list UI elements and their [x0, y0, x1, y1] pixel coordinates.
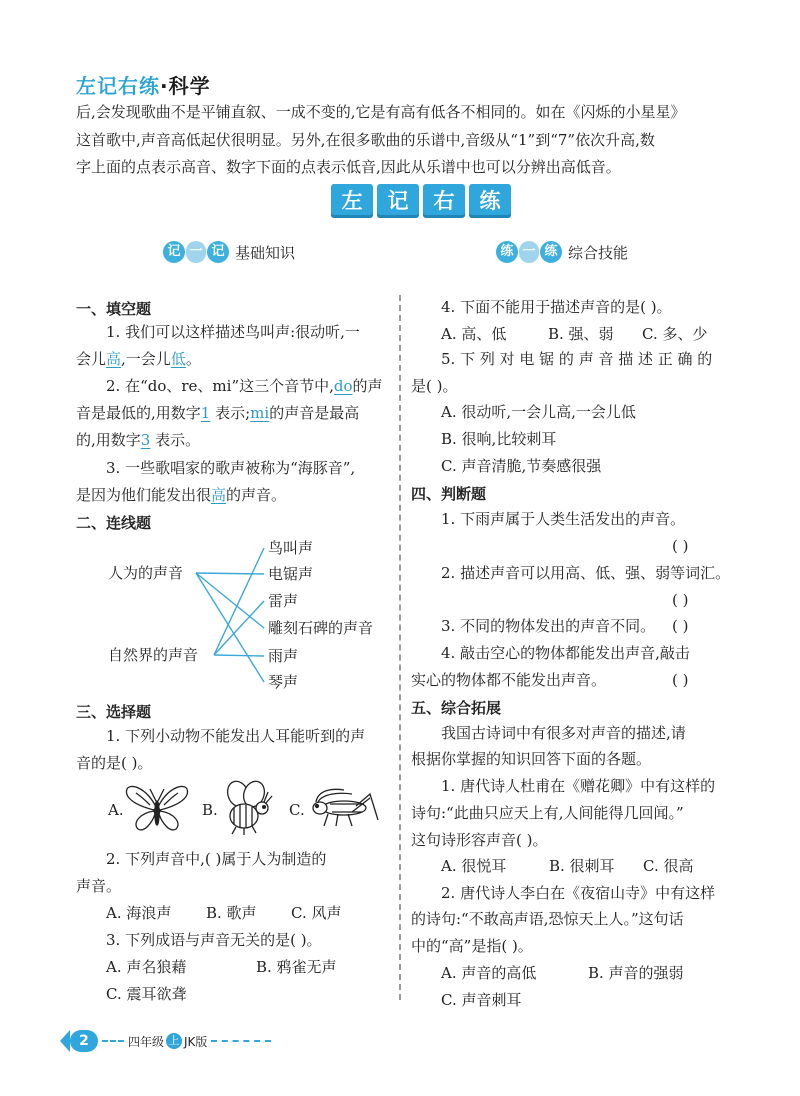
answer-text: 1	[200, 404, 211, 422]
intro-line-1: 后,会发现歌曲不是平铺直叙、一成不变的,它是有高有低各不相同的。如在《闪烁的小星星》	[76, 103, 686, 121]
choice-q5-option-c: C. 声音清脆,节奏感很强	[441, 457, 602, 475]
banner-char: 右	[423, 184, 465, 218]
choice-q4-option-c: C. 多、少	[642, 325, 708, 343]
choice-q2-option-c: C. 风声	[291, 904, 342, 922]
text: 。	[185, 350, 201, 368]
answer-text: do	[333, 377, 353, 395]
ext-q1-option-b: B. 很刺耳	[549, 857, 615, 875]
ext-q1-option-c: C. 很高	[643, 857, 694, 875]
choice-q5-option-b: B. 很响,比较刺耳	[441, 430, 557, 448]
choice-q3-option-c: C. 震耳欲聋	[106, 985, 187, 1003]
heading-choice: 三、选择题	[76, 703, 152, 721]
answer-text: 高	[211, 486, 227, 504]
match-line	[196, 573, 264, 574]
match-right-saw: 电锯声	[268, 565, 314, 583]
match-right-rain: 雨声	[268, 647, 299, 665]
choice-q2-line2: 声音。	[76, 877, 122, 895]
butterfly-icon	[124, 783, 190, 835]
judge-q2-paren[interactable]: ( )	[672, 591, 689, 609]
text: 的声	[352, 377, 383, 395]
bubble-char: 记	[163, 241, 185, 263]
judge-q4-line2: 实心的物体都不能发出声音。	[411, 671, 607, 689]
choice-q4-option-b: B. 强、弱	[548, 325, 614, 343]
grade-label: 四年级	[128, 1034, 165, 1049]
heading-judge: 四、判断题	[411, 485, 487, 503]
ext-q2-line3: 中的“高”是指( )。	[411, 937, 533, 955]
ext-q2-option-b: B. 声音的强弱	[588, 964, 684, 982]
page-footer	[60, 1030, 275, 1052]
match-right-carving: 雕刻石碑的声音	[268, 619, 374, 637]
subheader-label: 综合技能	[568, 243, 629, 262]
judge-q4-line1: 4. 敲击空心的物体都能发出声音,敲击	[441, 644, 690, 662]
match-line	[214, 655, 264, 656]
banner-char: 左	[331, 184, 373, 218]
page-number: 2	[70, 1030, 98, 1052]
ext-intro-line1: 我国古诗词中有很多对声音的描述,请	[441, 724, 686, 742]
bee-icon	[216, 778, 274, 836]
footer-dash	[211, 1040, 271, 1042]
choice-q5-option-a: A. 很动听,一会儿高,一会儿低	[441, 403, 636, 421]
choice-q4-option-a: A. 高、低	[441, 325, 507, 343]
ext-q2-option-a: A. 声音的高低	[441, 964, 537, 982]
match-line	[196, 573, 264, 682]
answer-text: 高	[106, 350, 122, 368]
subheader-label: 基础知识	[235, 243, 296, 262]
text: 的,用数字	[76, 431, 141, 449]
text: 的声音是最高	[269, 404, 360, 422]
choice-q2-option-b: B. 歌声	[206, 904, 257, 922]
ext-q1-option-a: A. 很悦耳	[441, 857, 507, 875]
choice-q1-option-b: B.	[202, 801, 218, 819]
choice-q1-option-c: C.	[289, 801, 305, 819]
text: 表示;	[215, 404, 251, 422]
choice-q1-line1: 1. 下列小动物不能发出人耳能听到的声	[106, 727, 366, 745]
ext-q1-line1: 1. 唐代诗人杜甫在《赠花卿》中有这样的	[441, 777, 716, 795]
text: 2. 在“do、re、mi”这三个音节中,	[106, 377, 334, 395]
ext-intro-line2: 根据你掌握的知识回答下面的各题。	[411, 750, 652, 768]
edition-label: JK版	[184, 1034, 208, 1049]
choice-q3-option-a: A. 声名狼藉	[106, 958, 187, 976]
match-right-bird: 鸟叫声	[268, 539, 314, 557]
fill-q3-line1: 3. 一些歌唱家的歌声被称为“海豚音”,	[106, 459, 356, 477]
match-line	[214, 601, 264, 655]
text: ,一会儿	[121, 350, 171, 368]
judge-q3-paren[interactable]: ( )	[672, 617, 689, 635]
bubble-char: 一	[519, 241, 539, 263]
page-marker-icon	[60, 1030, 70, 1052]
judge-q3: 3. 不同的物体发出的声音不同。	[441, 617, 656, 635]
footer-dash	[102, 1040, 124, 1042]
banner-char: 练	[469, 184, 511, 218]
match-line	[214, 548, 264, 655]
text: 音是最低的,用数字	[76, 404, 201, 422]
choice-q5-line2: 是( )。	[411, 377, 458, 395]
subheader-skills	[496, 241, 628, 263]
text: 是因为他们能发出很	[76, 486, 212, 504]
banner-char: 记	[377, 184, 419, 218]
fill-q1-line1: 1. 我们可以这样描述鸟叫声:很动听,一	[106, 323, 360, 341]
judge-q1-paren[interactable]: ( )	[672, 537, 689, 555]
ext-q1-line2: 诗句:“此曲只应天上有,人间能得几回闻。”	[411, 804, 684, 822]
choice-q4-line1: 4. 下面不能用于描述声音的是( )。	[441, 298, 672, 316]
matching-lines	[0, 0, 400, 700]
ext-q2-line2: 的诗句:“不敢高声语,恐惊天上人。”这句话	[411, 910, 684, 928]
match-left-human: 人为的声音	[108, 564, 184, 582]
choice-q3-line1: 3. 下列成语与声音无关的是( )。	[106, 931, 322, 949]
ext-q1-line3: 这句诗形容声音( )。	[411, 831, 548, 849]
answer-text: mi	[250, 404, 270, 422]
text: 的声音。	[226, 486, 287, 504]
text: 表示。	[155, 431, 201, 449]
judge-q4-paren[interactable]: ( )	[672, 671, 689, 689]
book-title-main: 左记右练	[76, 74, 160, 98]
choice-q1-line2: 音的是( )。	[76, 754, 153, 772]
heading-fill-blank: 一、填空题	[76, 300, 152, 318]
ext-q2-option-c: C. 声音刺耳	[441, 991, 522, 1009]
text: 会儿	[76, 350, 107, 368]
choice-q2-option-a: A. 海浪声	[106, 904, 172, 922]
intro-line-3: 字上面的点表示高音、数字下面的点表示低音,因此从乐谱中也可以分辨出高低音。	[76, 158, 621, 176]
match-left-nature: 自然界的声音	[108, 646, 199, 664]
cricket-icon	[308, 786, 380, 830]
term-badge: 上	[166, 1033, 182, 1049]
bubble-char: 一	[186, 241, 206, 263]
judge-q2: 2. 描述声音可以用高、低、强、弱等词汇。	[441, 564, 731, 582]
answer-text: 3	[140, 431, 151, 449]
bubble-char: 记	[207, 241, 229, 263]
choice-q5-line1: 5. 下 列 对 电 锯 的 声 音 描 述 正 确 的	[441, 350, 713, 368]
judge-q1: 1. 下雨声属于人类生活发出的声音。	[441, 510, 686, 528]
choice-q1-option-a: A.	[108, 801, 124, 819]
bubble-char: 练	[496, 241, 518, 263]
ext-q2-line1: 2. 唐代诗人李白在《夜宿山寺》中有这样	[441, 884, 716, 902]
heading-matching: 二、连线题	[76, 514, 152, 532]
choice-q3-option-b: B. 鸦雀无声	[256, 958, 337, 976]
match-right-thunder: 雷声	[268, 592, 299, 610]
bubble-char: 练	[540, 241, 562, 263]
heading-extension: 五、综合拓展	[411, 699, 502, 717]
intro-line-2: 这首歌中,声音高低起伏很明显。另外,在很多歌曲的乐谱中,音级从“1”到“7”依次升高,数	[76, 131, 655, 149]
choice-q2-line1: 2. 下列声音中,( )属于人为制造的	[106, 850, 327, 868]
match-right-piano: 琴声	[268, 673, 299, 691]
answer-text: 低	[170, 350, 186, 368]
book-title-subject: ·科学	[160, 74, 211, 98]
